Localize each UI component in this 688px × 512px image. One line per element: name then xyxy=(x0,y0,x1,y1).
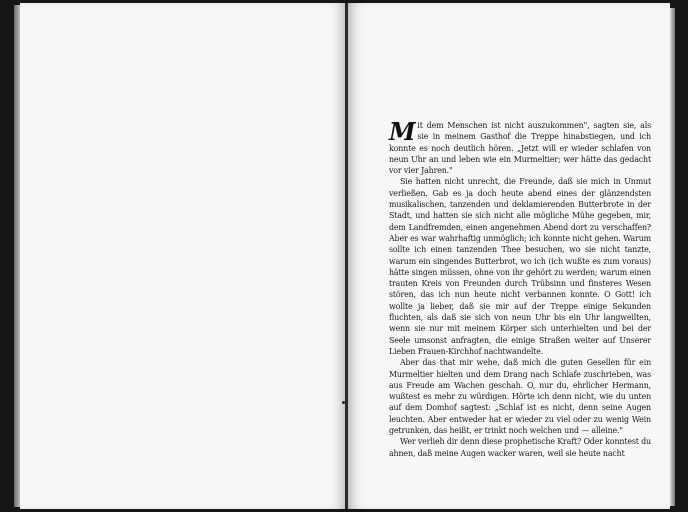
scan-speck xyxy=(342,401,345,404)
right-page xyxy=(348,3,670,509)
left-page xyxy=(20,3,346,509)
drop-cap: M xyxy=(389,117,416,146)
paragraph-4: Wer verlieh dir denn diese prophetische Kraft? Oder konntest du ahnen, daß meine Augen wacker waren, weil sie heute nacht xyxy=(389,437,651,458)
right-page-edge xyxy=(670,8,675,506)
paragraph-1 xyxy=(389,117,651,176)
paragraph-3: Aber das that mir wehe, daß mich die guten Gesellen für ein Murmeltier hielten und dem Drang nach Schlafe zuschrieben, was aus Freude am Wachen geschah. O, nur du, ehrlicher Hermann, wußtest es mehr zu würdigen. Hörte ich denn nicht, wie du unten auf dem Domhof sagtest: „Schlaf ist es nicht, denn seine Augen leuchten. Aber entweder hat er wieder zu viel oder zu wenig Wein getrunken, das heißt, er trinkt noch welchen und — alleine." xyxy=(389,358,651,436)
paragraph-2: Sie hatten nicht unrecht, die Freunde, daß sie mich in Unmut verließen. Gab es ja doch heute abend eines der glänzendsten musikalischen, tanzenden und deklamierenden Butterbrote in der Stadt, und hatten sie sich nicht alle mögliche Mühe gegeben, mir, dem Landfremden, einen angenehmen Abend dort zu verschaffen? Aber es war wahrhaftig unmöglich; ich konnte nicht gehen. Warum sollte ich einen tanzenden Thee besuchen, wo sie nicht tanzte, warum ein singendes Butterbrot, wo ich (ich wußte es zum voraus) hätte singen müssen, ohne von ihr gehört zu werden; warum einen trauten Kreis von Freunden durch Trübsinn und finsteres Wesen stören, das ich nun heute nicht verbannen konnte. O Gott! ich wollte ja lieber, daß sie mir auf der Treppe einige Sekunden fluchten, als daß sie sich von neun Uhr bis ein Uhr langweilten, wenn sie nur mit meinem Körper sich unterhielten und bei der Seele umsonst anfragten, die einige Straßen weiter auf Unserer Lieben Frauen-Kirchhof nachtwandelte. xyxy=(389,177,651,356)
right-page-text xyxy=(389,117,651,459)
paragraph-1-text: it dem Menschen ist nicht auszukommen", sagten sie, als sie in meinem Gasthof die Treppe hinabstiegen, und ich konnte es noch deutlich hören. „Jetzt will er wieder schlafen von neun Uhr an und leben wie ein Murmeltier; wer hätte das gedacht vor vier Jahren." xyxy=(389,121,651,176)
